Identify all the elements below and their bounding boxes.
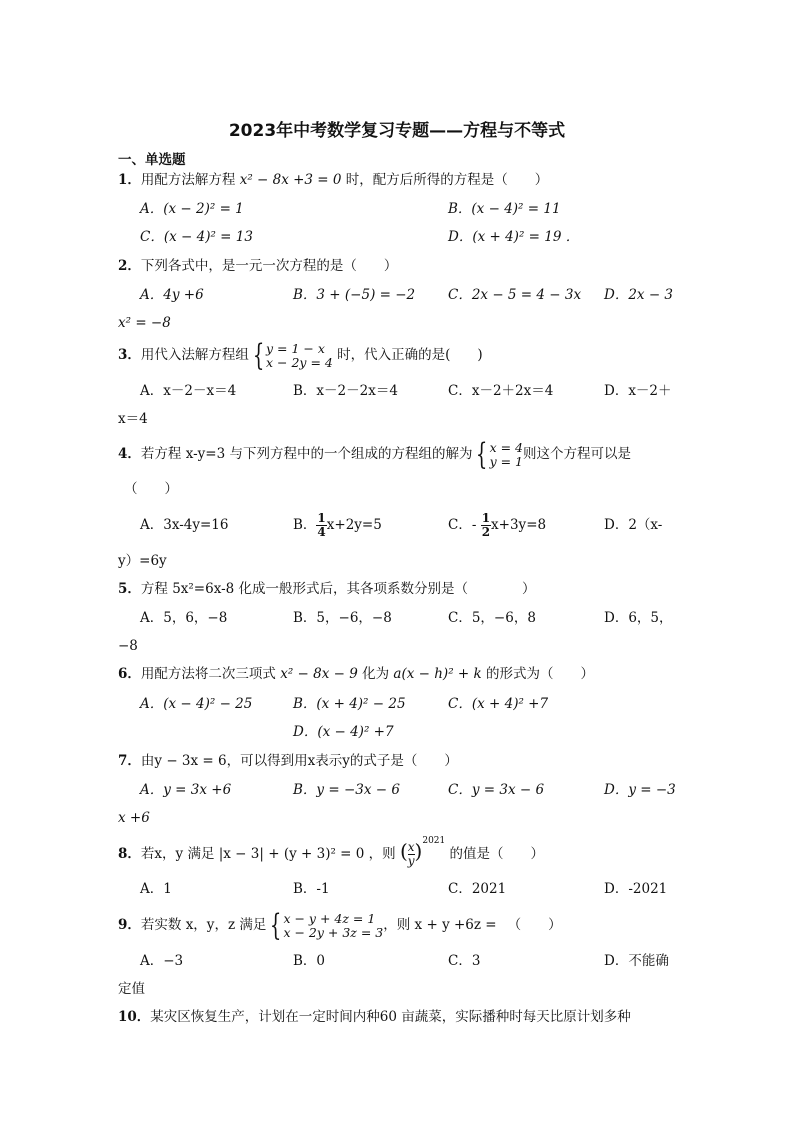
option-b: B．x－2－2x＝4 [293,383,398,399]
option-d: D．-2021 [604,881,668,897]
question-text: 下列各式中，是一元一次方程的是（ ） [140,258,398,274]
page-title: 2023年中考数学复习专题——方程与不等式 [228,121,566,141]
fraction [408,841,415,868]
option-d: D．(x − 4)² +7 [293,724,394,740]
option-b: B．0 [293,953,326,969]
paren-icon: ) [414,839,423,863]
equation-line: x − y + 4z = 1 [283,910,376,926]
option-a: A．(x − 4)² − 25 [140,696,253,712]
equation: x² − 8x − 9 [280,666,358,682]
equation-line: y = 1 [489,453,523,469]
option-b: B．(x + 4)² − 25 [293,696,406,712]
question-text: 化为 [357,666,394,682]
question-5 [118,580,536,598]
option-c: C．5，−6，8 [448,610,536,626]
question-text: 的形式为（ ） [481,666,594,682]
denominator: 2 [481,525,491,539]
question-text: 某灾区恢复生产，计划在一定时间内种60 亩蔬菜，实际播种时每天比原计划多种 [150,1009,631,1025]
option-d: D．(x + 4)² = 19 ． [448,229,580,245]
question-text: 若实数 x，y，z 满足 [140,917,267,933]
option-c: C．2021 [448,881,507,897]
option-b: B．3 + (−5) = −2 [293,287,416,303]
numerator: 1 [317,511,326,525]
question-number: 8． [118,846,141,862]
question-number: 4． [118,446,141,462]
option-text: x+3y=8 [491,517,547,533]
option-d-wrap: 定值 [118,981,145,997]
option-b: B．5，−6，−8 [293,610,392,626]
option-c: C．y = 3x − 6 [448,782,545,798]
exponent: 2021 [422,836,446,846]
option-d-wrap: x +6 [118,810,150,826]
fraction [316,512,326,539]
question-number: 6． [118,666,141,682]
brace-icon: { [476,436,488,472]
question-4 [118,437,631,471]
question-text: 时，代入正确的是( ) [332,347,483,363]
question-text: ，则 x + y +6z = （ ） [383,917,562,933]
option-a: A．4y +6 [140,287,204,303]
option-b: B．(x − 4)² = 11 [448,201,561,217]
option-b: B．-1 [293,881,330,897]
option-a: A．5，6，−8 [140,610,228,626]
option-d-wrap: x＝4 [118,411,148,427]
option-c: C．2x − 5 = 4 − 3x [448,287,582,303]
question-9 [118,908,562,942]
brace-icon: { [252,337,265,373]
option-a: A．1 [140,881,172,897]
option-c: C．(x − 4)² = 13 [140,229,253,245]
question-number: 5． [118,581,141,597]
option-b [293,508,382,542]
option-a: A．x－2－x＝4 [140,383,237,399]
option-d-wrap: −8 [118,638,138,654]
option-d: D．2（x- [604,517,663,533]
question-3 [118,338,483,372]
question-text: 的值是（ ） [445,846,545,862]
option-a: A．y = 3x +6 [140,782,232,798]
answer-paren: （ ） [124,481,178,497]
question-number: 9． [118,917,141,933]
section-heading: 一、单选题 [118,152,186,168]
denominator: y [407,854,415,868]
option-d: D．6，5， [604,610,673,626]
option-a: A．(x − 2)² = 1 [140,201,244,217]
option-text: x+2y=5 [326,517,382,533]
question-text: 由y − 3x = 6，可以得到用x表示y的式子是（ ） [140,753,458,769]
option-a: A．−3 [140,953,184,969]
option-b: B．y = −3x − 6 [293,782,400,798]
option-c: C．x－2＋2x＝4 [448,383,554,399]
equation-system [266,342,333,370]
question-text: 若x，y 满足 |x − 3| + (y + 3)² = 0 ，则 [140,846,400,862]
brace-icon: { [270,907,282,943]
option-label: B． [293,517,317,533]
option-c [448,508,546,542]
question-1 [118,171,548,189]
equation-system [490,441,523,469]
question-number: 2． [118,258,141,274]
option-c: C．(x + 4)² +7 [448,696,549,712]
option-label: C．- [448,517,481,533]
option-d: D．x－2＋ [604,383,672,399]
numerator: x [407,840,415,854]
option-c: C．3 [448,953,481,969]
equation: a(x − h)² + k [393,666,482,682]
question-text: 若方程 x-y=3 与下列方程中的一个组成的方程组的解为 [140,446,473,462]
equation: x² − 8x +3 = 0 [239,172,342,188]
question-number: 7． [118,753,141,769]
question-number: 3． [118,347,141,363]
equation-line: x − 2y + 3z = 3 [283,924,384,940]
question-2 [118,257,397,275]
equation-line: x = 4 [489,439,523,455]
question-text: 用配方法解方程 [140,172,240,188]
question-6 [118,665,594,683]
numerator: 1 [481,511,491,525]
denominator: 4 [317,525,326,539]
question-text: 用配方法将二次三项式 [140,666,281,682]
question-text: 方程 5x²=6x-8 化成一般形式后，其各项系数分别是（ ） [140,581,536,597]
equation-line: x − 2y = 4 [266,354,333,370]
equation-line: y = 1 − x [266,340,325,356]
option-d-wrap: x² = −8 [118,315,171,331]
option-d: D．不能确 [604,953,669,969]
question-text: 则这个方程可以是 [523,446,631,462]
question-7 [118,752,458,770]
option-d: D．2x − 3 [604,287,674,303]
equation-system [283,912,383,940]
option-d-wrap: y）=6y [118,553,167,569]
fraction [481,512,491,539]
question-10 [118,1008,631,1026]
option-a: A．3x-4y=16 [140,517,229,533]
question-text: 时，配方后所得的方程是（ ） [341,172,549,188]
question-number: 1． [118,172,141,188]
paren-icon: ( [399,839,408,863]
question-8 [118,834,544,868]
question-number: 10． [118,1009,151,1025]
option-d: D．y = −3 [604,782,676,798]
question-text: 用代入法解方程组 [140,347,249,363]
